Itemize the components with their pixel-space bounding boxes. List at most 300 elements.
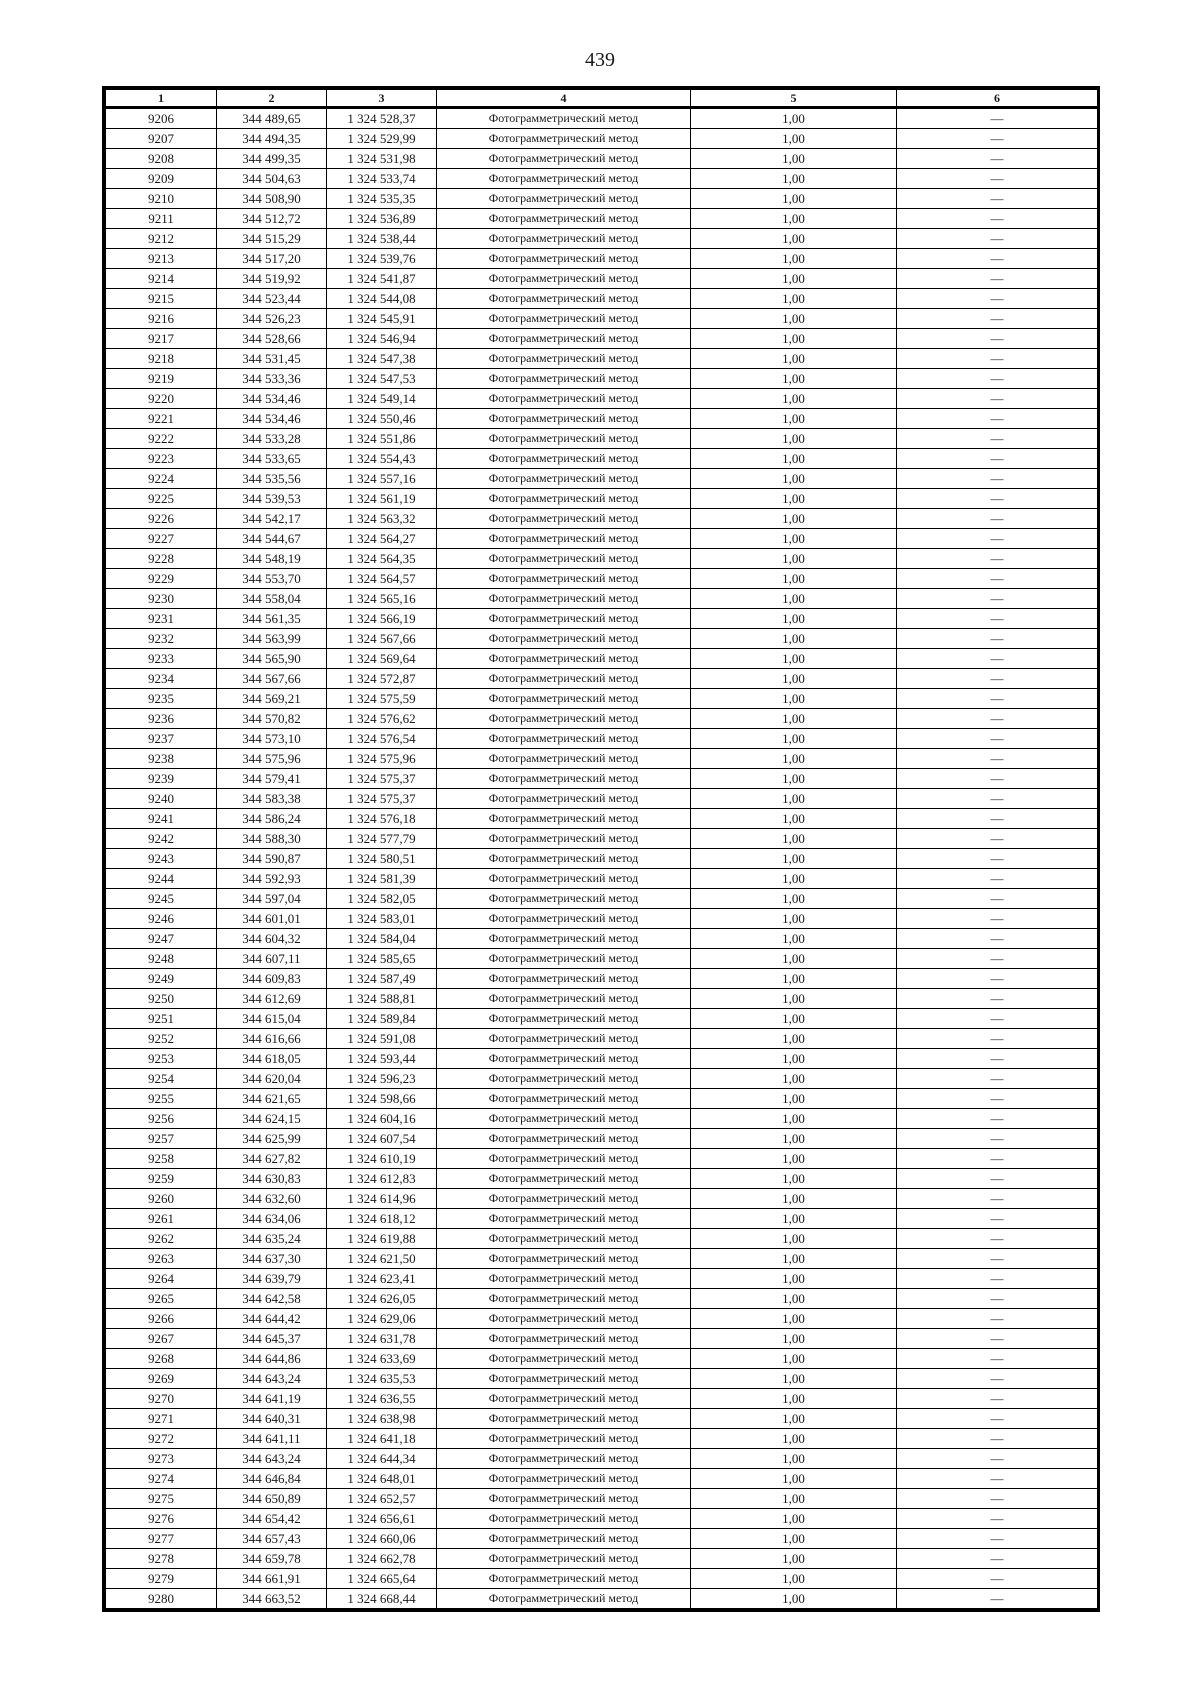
cell-accuracy: 1,00 xyxy=(691,1109,897,1129)
cell-coord-x: 344 642,58 xyxy=(217,1289,327,1309)
cell-coord-x: 344 567,66 xyxy=(217,669,327,689)
cell-point-number: 9218 xyxy=(106,349,217,369)
table-row xyxy=(106,1049,1098,1069)
cell-method: Фотограмметрический метод xyxy=(437,389,691,409)
cell-accuracy: 1,00 xyxy=(691,289,897,309)
cell-method: Фотограмметрический метод xyxy=(437,1469,691,1489)
cell-coord-y: 1 324 635,53 xyxy=(327,1369,437,1389)
cell-accuracy: 1,00 xyxy=(691,1129,897,1149)
table-row xyxy=(106,189,1098,209)
cell-coord-x: 344 637,30 xyxy=(217,1249,327,1269)
cell-note: — xyxy=(897,269,1098,289)
cell-method: Фотограмметрический метод xyxy=(437,449,691,469)
cell-coord-x: 344 583,38 xyxy=(217,789,327,809)
cell-coord-y: 1 324 569,64 xyxy=(327,649,437,669)
cell-accuracy: 1,00 xyxy=(691,589,897,609)
cell-accuracy: 1,00 xyxy=(691,329,897,349)
cell-coord-x: 344 508,90 xyxy=(217,189,327,209)
cell-accuracy: 1,00 xyxy=(691,1329,897,1349)
cell-point-number: 9249 xyxy=(106,969,217,989)
cell-accuracy: 1,00 xyxy=(691,509,897,529)
cell-point-number: 9219 xyxy=(106,369,217,389)
cell-coord-y: 1 324 531,98 xyxy=(327,149,437,169)
table-row xyxy=(106,789,1098,809)
cell-coord-x: 344 553,70 xyxy=(217,569,327,589)
cell-note: — xyxy=(897,949,1098,969)
cell-coord-x: 344 523,44 xyxy=(217,289,327,309)
table-row xyxy=(106,1389,1098,1409)
table-row xyxy=(106,389,1098,409)
cell-coord-y: 1 324 564,35 xyxy=(327,549,437,569)
cell-coord-x: 344 528,66 xyxy=(217,329,327,349)
cell-method: Фотограмметрический метод xyxy=(437,989,691,1009)
table-row xyxy=(106,1169,1098,1189)
cell-accuracy: 1,00 xyxy=(691,1349,897,1369)
cell-note: — xyxy=(897,629,1098,649)
cell-method: Фотограмметрический метод xyxy=(437,949,691,969)
table-row xyxy=(106,769,1098,789)
cell-point-number: 9209 xyxy=(106,169,217,189)
cell-coord-x: 344 533,28 xyxy=(217,429,327,449)
cell-method: Фотограмметрический метод xyxy=(437,169,691,189)
table-row xyxy=(106,1449,1098,1469)
cell-point-number: 9255 xyxy=(106,1089,217,1109)
cell-method: Фотограмметрический метод xyxy=(437,1569,691,1589)
cell-method: Фотограмметрический метод xyxy=(437,229,691,249)
cell-note: — xyxy=(897,1029,1098,1049)
cell-coord-y: 1 324 598,66 xyxy=(327,1089,437,1109)
cell-coord-y: 1 324 604,16 xyxy=(327,1109,437,1129)
table-row xyxy=(106,1069,1098,1089)
cell-coord-y: 1 324 587,49 xyxy=(327,969,437,989)
cell-coord-y: 1 324 551,86 xyxy=(327,429,437,449)
cell-point-number: 9275 xyxy=(106,1489,217,1509)
cell-point-number: 9239 xyxy=(106,769,217,789)
cell-note: — xyxy=(897,1009,1098,1029)
cell-coord-y: 1 324 564,27 xyxy=(327,529,437,549)
cell-accuracy: 1,00 xyxy=(691,1569,897,1589)
cell-note: — xyxy=(897,1049,1098,1069)
cell-coord-x: 344 620,04 xyxy=(217,1069,327,1089)
cell-coord-x: 344 607,11 xyxy=(217,949,327,969)
cell-method: Фотограмметрический метод xyxy=(437,209,691,229)
cell-accuracy: 1,00 xyxy=(691,229,897,249)
cell-coord-y: 1 324 575,59 xyxy=(327,689,437,709)
cell-method: Фотограмметрический метод xyxy=(437,569,691,589)
cell-method: Фотограмметрический метод xyxy=(437,829,691,849)
cell-coord-x: 344 624,15 xyxy=(217,1109,327,1129)
cell-method: Фотограмметрический метод xyxy=(437,489,691,509)
coordinates-table xyxy=(105,89,1098,1609)
cell-accuracy: 1,00 xyxy=(691,1409,897,1429)
cell-coord-y: 1 324 614,96 xyxy=(327,1189,437,1209)
cell-accuracy: 1,00 xyxy=(691,529,897,549)
cell-note: — xyxy=(897,469,1098,489)
cell-coord-x: 344 641,11 xyxy=(217,1429,327,1449)
cell-coord-x: 344 625,99 xyxy=(217,1129,327,1149)
cell-point-number: 9260 xyxy=(106,1189,217,1209)
cell-coord-y: 1 324 545,91 xyxy=(327,309,437,329)
cell-coord-x: 344 515,29 xyxy=(217,229,327,249)
cell-note: — xyxy=(897,169,1098,189)
cell-method: Фотограмметрический метод xyxy=(437,129,691,149)
cell-method: Фотограмметрический метод xyxy=(437,1229,691,1249)
table-row xyxy=(106,869,1098,889)
cell-accuracy: 1,00 xyxy=(691,969,897,989)
cell-note: — xyxy=(897,489,1098,509)
cell-coord-x: 344 612,69 xyxy=(217,989,327,1009)
cell-point-number: 9233 xyxy=(106,649,217,669)
cell-accuracy: 1,00 xyxy=(691,889,897,909)
table-row xyxy=(106,1209,1098,1229)
cell-coord-x: 344 635,24 xyxy=(217,1229,327,1249)
cell-method: Фотограмметрический метод xyxy=(437,809,691,829)
cell-method: Фотограмметрический метод xyxy=(437,469,691,489)
cell-accuracy: 1,00 xyxy=(691,429,897,449)
cell-note: — xyxy=(897,449,1098,469)
cell-method: Фотограмметрический метод xyxy=(437,709,691,729)
cell-method: Фотограмметрический метод xyxy=(437,289,691,309)
cell-coord-y: 1 324 581,39 xyxy=(327,869,437,889)
cell-coord-x: 344 526,23 xyxy=(217,309,327,329)
table-row xyxy=(106,1569,1098,1589)
cell-coord-y: 1 324 626,05 xyxy=(327,1289,437,1309)
cell-method: Фотограмметрический метод xyxy=(437,1149,691,1169)
cell-coord-y: 1 324 566,19 xyxy=(327,609,437,629)
cell-coord-y: 1 324 636,55 xyxy=(327,1389,437,1409)
cell-coord-y: 1 324 580,51 xyxy=(327,849,437,869)
cell-coord-x: 344 643,24 xyxy=(217,1369,327,1389)
cell-method: Фотограмметрический метод xyxy=(437,909,691,929)
table-row xyxy=(106,589,1098,609)
cell-coord-y: 1 324 550,46 xyxy=(327,409,437,429)
cell-coord-x: 344 659,78 xyxy=(217,1549,327,1569)
cell-coord-y: 1 324 631,78 xyxy=(327,1329,437,1349)
cell-coord-y: 1 324 610,19 xyxy=(327,1149,437,1169)
table-header xyxy=(106,90,1098,108)
cell-point-number: 9274 xyxy=(106,1469,217,1489)
table-row xyxy=(106,889,1098,909)
cell-coord-y: 1 324 538,44 xyxy=(327,229,437,249)
cell-note: — xyxy=(897,1369,1098,1389)
cell-coord-y: 1 324 660,06 xyxy=(327,1529,437,1549)
cell-note: — xyxy=(897,1229,1098,1249)
table-row xyxy=(106,969,1098,989)
cell-method: Фотограмметрический метод xyxy=(437,409,691,429)
table-row xyxy=(106,469,1098,489)
cell-point-number: 9251 xyxy=(106,1009,217,1029)
cell-point-number: 9280 xyxy=(106,1589,217,1609)
table-row xyxy=(106,629,1098,649)
cell-point-number: 9266 xyxy=(106,1309,217,1329)
cell-note: — xyxy=(897,108,1098,129)
table-row xyxy=(106,369,1098,389)
cell-method: Фотограмметрический метод xyxy=(437,1089,691,1109)
cell-accuracy: 1,00 xyxy=(691,249,897,269)
cell-point-number: 9252 xyxy=(106,1029,217,1049)
cell-note: — xyxy=(897,1309,1098,1329)
cell-coord-y: 1 324 648,01 xyxy=(327,1469,437,1489)
cell-note: — xyxy=(897,1109,1098,1129)
cell-method: Фотограмметрический метод xyxy=(437,1249,691,1269)
header-col-4: 4 xyxy=(437,90,691,108)
cell-method: Фотограмметрический метод xyxy=(437,1449,691,1469)
cell-accuracy: 1,00 xyxy=(691,269,897,289)
table-row xyxy=(106,1429,1098,1449)
cell-coord-x: 344 533,36 xyxy=(217,369,327,389)
table-row xyxy=(106,1309,1098,1329)
cell-note: — xyxy=(897,149,1098,169)
cell-accuracy: 1,00 xyxy=(691,1089,897,1109)
cell-point-number: 9246 xyxy=(106,909,217,929)
table-row xyxy=(106,249,1098,269)
cell-coord-y: 1 324 618,12 xyxy=(327,1209,437,1229)
cell-note: — xyxy=(897,989,1098,1009)
cell-coord-x: 344 640,31 xyxy=(217,1409,327,1429)
cell-accuracy: 1,00 xyxy=(691,1269,897,1289)
cell-point-number: 9208 xyxy=(106,149,217,169)
table-row xyxy=(106,489,1098,509)
cell-coord-x: 344 645,37 xyxy=(217,1329,327,1349)
table-row xyxy=(106,1589,1098,1609)
table-row xyxy=(106,549,1098,569)
table-row xyxy=(106,108,1098,129)
cell-note: — xyxy=(897,1549,1098,1569)
cell-accuracy: 1,00 xyxy=(691,789,897,809)
cell-accuracy: 1,00 xyxy=(691,1249,897,1269)
cell-method: Фотограмметрический метод xyxy=(437,1329,691,1349)
cell-accuracy: 1,00 xyxy=(691,1149,897,1169)
cell-coord-y: 1 324 536,89 xyxy=(327,209,437,229)
cell-coord-x: 344 517,20 xyxy=(217,249,327,269)
cell-note: — xyxy=(897,569,1098,589)
cell-point-number: 9244 xyxy=(106,869,217,889)
cell-accuracy: 1,00 xyxy=(691,909,897,929)
cell-coord-x: 344 494,35 xyxy=(217,129,327,149)
cell-point-number: 9228 xyxy=(106,549,217,569)
cell-coord-x: 344 657,43 xyxy=(217,1529,327,1549)
cell-coord-y: 1 324 607,54 xyxy=(327,1129,437,1149)
table-row xyxy=(106,1489,1098,1509)
cell-method: Фотограмметрический метод xyxy=(437,689,691,709)
cell-point-number: 9242 xyxy=(106,829,217,849)
cell-method: Фотограмметрический метод xyxy=(437,529,691,549)
cell-point-number: 9235 xyxy=(106,689,217,709)
cell-accuracy: 1,00 xyxy=(691,1169,897,1189)
cell-point-number: 9247 xyxy=(106,929,217,949)
cell-coord-x: 344 499,35 xyxy=(217,149,327,169)
cell-method: Фотограмметрический метод xyxy=(437,1349,691,1369)
cell-accuracy: 1,00 xyxy=(691,409,897,429)
cell-coord-y: 1 324 565,16 xyxy=(327,589,437,609)
cell-point-number: 9217 xyxy=(106,329,217,349)
cell-note: — xyxy=(897,929,1098,949)
cell-point-number: 9262 xyxy=(106,1229,217,1249)
cell-note: — xyxy=(897,809,1098,829)
cell-note: — xyxy=(897,369,1098,389)
cell-coord-y: 1 324 575,37 xyxy=(327,769,437,789)
cell-accuracy: 1,00 xyxy=(691,1289,897,1309)
cell-coord-y: 1 324 547,38 xyxy=(327,349,437,369)
cell-coord-y: 1 324 539,76 xyxy=(327,249,437,269)
cell-point-number: 9270 xyxy=(106,1389,217,1409)
cell-accuracy: 1,00 xyxy=(691,549,897,569)
cell-point-number: 9261 xyxy=(106,1209,217,1229)
cell-coord-x: 344 604,32 xyxy=(217,929,327,949)
cell-accuracy: 1,00 xyxy=(691,629,897,649)
cell-point-number: 9243 xyxy=(106,849,217,869)
table-row xyxy=(106,449,1098,469)
cell-note: — xyxy=(897,769,1098,789)
cell-coord-y: 1 324 572,87 xyxy=(327,669,437,689)
cell-point-number: 9215 xyxy=(106,289,217,309)
cell-point-number: 9254 xyxy=(106,1069,217,1089)
cell-note: — xyxy=(897,689,1098,709)
cell-method: Фотограмметрический метод xyxy=(437,969,691,989)
cell-method: Фотограмметрический метод xyxy=(437,329,691,349)
cell-note: — xyxy=(897,1269,1098,1289)
cell-method: Фотограмметрический метод xyxy=(437,1129,691,1149)
cell-note: — xyxy=(897,1069,1098,1089)
cell-note: — xyxy=(897,729,1098,749)
cell-note: — xyxy=(897,429,1098,449)
cell-method: Фотограмметрический метод xyxy=(437,189,691,209)
cell-point-number: 9278 xyxy=(106,1549,217,1569)
cell-coord-x: 344 630,83 xyxy=(217,1169,327,1189)
cell-note: — xyxy=(897,349,1098,369)
cell-coord-x: 344 573,10 xyxy=(217,729,327,749)
cell-accuracy: 1,00 xyxy=(691,1369,897,1389)
table-row xyxy=(106,429,1098,449)
table-row xyxy=(106,129,1098,149)
cell-coord-y: 1 324 535,35 xyxy=(327,189,437,209)
cell-accuracy: 1,00 xyxy=(691,809,897,829)
cell-coord-x: 344 534,46 xyxy=(217,389,327,409)
cell-accuracy: 1,00 xyxy=(691,129,897,149)
cell-coord-x: 344 597,04 xyxy=(217,889,327,909)
cell-coord-y: 1 324 585,65 xyxy=(327,949,437,969)
cell-method: Фотограмметрический метод xyxy=(437,769,691,789)
cell-coord-y: 1 324 576,18 xyxy=(327,809,437,829)
cell-accuracy: 1,00 xyxy=(691,929,897,949)
cell-coord-x: 344 639,79 xyxy=(217,1269,327,1289)
table-row xyxy=(106,929,1098,949)
cell-method: Фотограмметрический метод xyxy=(437,249,691,269)
cell-coord-x: 344 644,42 xyxy=(217,1309,327,1329)
cell-coord-y: 1 324 546,94 xyxy=(327,329,437,349)
cell-coord-y: 1 324 575,96 xyxy=(327,749,437,769)
cell-accuracy: 1,00 xyxy=(691,609,897,629)
cell-accuracy: 1,00 xyxy=(691,1389,897,1409)
cell-method: Фотограмметрический метод xyxy=(437,549,691,569)
cell-coord-x: 344 588,30 xyxy=(217,829,327,849)
cell-coord-y: 1 324 561,19 xyxy=(327,489,437,509)
cell-note: — xyxy=(897,1129,1098,1149)
cell-coord-y: 1 324 584,04 xyxy=(327,929,437,949)
cell-method: Фотограмметрический метод xyxy=(437,749,691,769)
cell-point-number: 9268 xyxy=(106,1349,217,1369)
cell-method: Фотограмметрический метод xyxy=(437,929,691,949)
cell-method: Фотограмметрический метод xyxy=(437,1389,691,1409)
cell-note: — xyxy=(897,1409,1098,1429)
cell-method: Фотограмметрический метод xyxy=(437,729,691,749)
cell-coord-y: 1 324 623,41 xyxy=(327,1269,437,1289)
cell-point-number: 9245 xyxy=(106,889,217,909)
table-row xyxy=(106,309,1098,329)
cell-coord-x: 344 535,56 xyxy=(217,469,327,489)
cell-note: — xyxy=(897,1349,1098,1369)
cell-point-number: 9216 xyxy=(106,309,217,329)
cell-point-number: 9214 xyxy=(106,269,217,289)
table-row xyxy=(106,1509,1098,1529)
cell-coord-x: 344 661,91 xyxy=(217,1569,327,1589)
cell-note: — xyxy=(897,1569,1098,1589)
cell-note: — xyxy=(897,309,1098,329)
cell-method: Фотограмметрический метод xyxy=(437,1489,691,1509)
cell-accuracy: 1,00 xyxy=(691,149,897,169)
cell-coord-y: 1 324 576,54 xyxy=(327,729,437,749)
cell-method: Фотограмметрический метод xyxy=(437,269,691,289)
cell-note: — xyxy=(897,1489,1098,1509)
cell-note: — xyxy=(897,849,1098,869)
cell-method: Фотограмметрический метод xyxy=(437,849,691,869)
cell-coord-x: 344 621,65 xyxy=(217,1089,327,1109)
cell-note: — xyxy=(897,409,1098,429)
cell-point-number: 9256 xyxy=(106,1109,217,1129)
cell-accuracy: 1,00 xyxy=(691,989,897,1009)
cell-point-number: 9220 xyxy=(106,389,217,409)
cell-coord-x: 344 504,63 xyxy=(217,169,327,189)
cell-method: Фотограмметрический метод xyxy=(437,369,691,389)
cell-method: Фотограмметрический метод xyxy=(437,1309,691,1329)
cell-accuracy: 1,00 xyxy=(691,729,897,749)
cell-coord-x: 344 601,01 xyxy=(217,909,327,929)
cell-method: Фотограмметрический метод xyxy=(437,1529,691,1549)
cell-point-number: 9222 xyxy=(106,429,217,449)
cell-method: Фотограмметрический метод xyxy=(437,889,691,909)
cell-method: Фотограмметрический метод xyxy=(437,789,691,809)
table-row xyxy=(106,649,1098,669)
table-row xyxy=(106,1149,1098,1169)
cell-point-number: 9273 xyxy=(106,1449,217,1469)
cell-point-number: 9250 xyxy=(106,989,217,1009)
table-row xyxy=(106,509,1098,529)
page-number: 439 xyxy=(585,49,615,71)
cell-method: Фотограмметрический метод xyxy=(437,609,691,629)
cell-point-number: 9241 xyxy=(106,809,217,829)
cell-note: — xyxy=(897,1469,1098,1489)
cell-note: — xyxy=(897,589,1098,609)
table-row xyxy=(106,1249,1098,1269)
cell-method: Фотограмметрический метод xyxy=(437,629,691,649)
cell-point-number: 9238 xyxy=(106,749,217,769)
cell-point-number: 9221 xyxy=(106,409,217,429)
cell-coord-x: 344 569,21 xyxy=(217,689,327,709)
cell-coord-y: 1 324 619,88 xyxy=(327,1229,437,1249)
cell-coord-y: 1 324 589,84 xyxy=(327,1009,437,1029)
cell-accuracy: 1,00 xyxy=(691,689,897,709)
cell-coord-y: 1 324 612,83 xyxy=(327,1169,437,1189)
cell-coord-y: 1 324 549,14 xyxy=(327,389,437,409)
cell-note: — xyxy=(897,1529,1098,1549)
cell-accuracy: 1,00 xyxy=(691,649,897,669)
cell-coord-y: 1 324 591,08 xyxy=(327,1029,437,1049)
cell-coord-y: 1 324 638,98 xyxy=(327,1409,437,1429)
cell-point-number: 9272 xyxy=(106,1429,217,1449)
cell-coord-y: 1 324 544,08 xyxy=(327,289,437,309)
table-row xyxy=(106,1329,1098,1349)
table-row xyxy=(106,1409,1098,1429)
